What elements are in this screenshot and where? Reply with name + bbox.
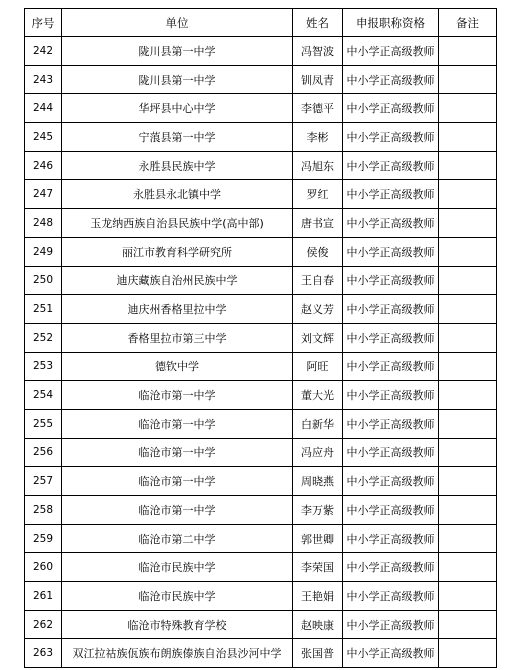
table-row xyxy=(25,639,497,668)
cell-index: 253 xyxy=(25,352,62,381)
table-row xyxy=(25,237,497,266)
cell-title: 中小学正高级教师 xyxy=(343,237,439,266)
cell-unit: 陇川县第一中学 xyxy=(62,65,293,94)
cell-unit: 临沧市特殊教育学校 xyxy=(62,610,293,639)
table-row xyxy=(25,180,497,209)
cell-title: 中小学正高级教师 xyxy=(343,295,439,324)
table-row xyxy=(25,553,497,582)
cell-title: 中小学正高级教师 xyxy=(343,496,439,525)
cell-name: 李德平 xyxy=(293,94,343,123)
cell-unit: 临沧市民族中学 xyxy=(62,553,293,582)
cell-index: 244 xyxy=(25,94,62,123)
cell-unit: 华坪县中心中学 xyxy=(62,94,293,123)
cell-title: 中小学正高级教师 xyxy=(343,524,439,553)
cell-index: 263 xyxy=(25,639,62,668)
header-index: 序号 xyxy=(25,9,62,37)
cell-title: 中小学正高级教师 xyxy=(343,610,439,639)
cell-title: 中小学正高级教师 xyxy=(343,639,439,668)
table-row xyxy=(25,123,497,152)
cell-title: 中小学正高级教师 xyxy=(343,37,439,66)
cell-name: 赵映康 xyxy=(293,610,343,639)
cell-index: 257 xyxy=(25,467,62,496)
cell-index: 247 xyxy=(25,180,62,209)
cell-remarks xyxy=(439,553,497,582)
roster-table xyxy=(24,8,497,668)
cell-remarks xyxy=(439,409,497,438)
table-row xyxy=(25,37,497,66)
cell-unit: 香格里拉市第三中学 xyxy=(62,323,293,352)
cell-index: 254 xyxy=(25,381,62,410)
cell-unit: 临沧市第一中学 xyxy=(62,381,293,410)
cell-remarks xyxy=(439,582,497,611)
cell-title: 中小学正高级教师 xyxy=(343,553,439,582)
cell-remarks xyxy=(439,237,497,266)
cell-title: 中小学正高级教师 xyxy=(343,381,439,410)
cell-remarks xyxy=(439,123,497,152)
cell-name: 周晓燕 xyxy=(293,467,343,496)
cell-title: 中小学正高级教师 xyxy=(343,582,439,611)
cell-index: 246 xyxy=(25,151,62,180)
cell-unit: 玉龙纳西族自治县民族中学(高中部) xyxy=(62,209,293,238)
table-row xyxy=(25,582,497,611)
cell-unit: 临沧市第一中学 xyxy=(62,467,293,496)
table-row xyxy=(25,524,497,553)
table-row xyxy=(25,496,497,525)
cell-name: 王艳娟 xyxy=(293,582,343,611)
cell-title: 中小学正高级教师 xyxy=(343,209,439,238)
cell-title: 中小学正高级教师 xyxy=(343,151,439,180)
cell-title: 中小学正高级教师 xyxy=(343,266,439,295)
cell-index: 249 xyxy=(25,237,62,266)
cell-name: 李万紫 xyxy=(293,496,343,525)
cell-remarks xyxy=(439,639,497,668)
header-title: 申报职称资格 xyxy=(343,9,439,37)
cell-name: 王自春 xyxy=(293,266,343,295)
cell-name: 冯旭东 xyxy=(293,151,343,180)
header-name: 姓名 xyxy=(293,9,343,37)
cell-unit: 德钦中学 xyxy=(62,352,293,381)
header-row xyxy=(25,9,497,37)
cell-title: 中小学正高级教师 xyxy=(343,123,439,152)
header-remarks: 备注 xyxy=(439,9,497,37)
cell-remarks xyxy=(439,352,497,381)
cell-remarks xyxy=(439,467,497,496)
cell-remarks xyxy=(439,180,497,209)
cell-title: 中小学正高级教师 xyxy=(343,180,439,209)
cell-remarks xyxy=(439,65,497,94)
cell-index: 258 xyxy=(25,496,62,525)
cell-title: 中小学正高级教师 xyxy=(343,65,439,94)
table-row xyxy=(25,323,497,352)
cell-index: 259 xyxy=(25,524,62,553)
cell-name: 白新华 xyxy=(293,409,343,438)
table-row xyxy=(25,467,497,496)
table-row xyxy=(25,209,497,238)
cell-title: 中小学正高级教师 xyxy=(343,467,439,496)
cell-title: 中小学正高级教师 xyxy=(343,438,439,467)
cell-unit: 宁蒗县第一中学 xyxy=(62,123,293,152)
cell-index: 242 xyxy=(25,37,62,66)
cell-remarks xyxy=(439,496,497,525)
cell-unit: 迪庆州香格里拉中学 xyxy=(62,295,293,324)
cell-index: 245 xyxy=(25,123,62,152)
table-row xyxy=(25,65,497,94)
cell-index: 248 xyxy=(25,209,62,238)
cell-unit: 永胜县永北镇中学 xyxy=(62,180,293,209)
cell-name: 侯俊 xyxy=(293,237,343,266)
cell-index: 252 xyxy=(25,323,62,352)
cell-remarks xyxy=(439,209,497,238)
cell-index: 261 xyxy=(25,582,62,611)
cell-index: 243 xyxy=(25,65,62,94)
cell-remarks xyxy=(439,438,497,467)
cell-name: 阿旺 xyxy=(293,352,343,381)
cell-name: 张国普 xyxy=(293,639,343,668)
cell-name: 刘文辉 xyxy=(293,323,343,352)
cell-unit: 临沧市第一中学 xyxy=(62,409,293,438)
table-row xyxy=(25,352,497,381)
cell-name: 唐书宣 xyxy=(293,209,343,238)
cell-name: 赵义芳 xyxy=(293,295,343,324)
cell-title: 中小学正高级教师 xyxy=(343,94,439,123)
cell-name: 董大光 xyxy=(293,381,343,410)
cell-name: 李彬 xyxy=(293,123,343,152)
cell-index: 260 xyxy=(25,553,62,582)
table-row xyxy=(25,295,497,324)
cell-unit: 陇川县第一中学 xyxy=(62,37,293,66)
cell-name: 冯应舟 xyxy=(293,438,343,467)
cell-title: 中小学正高级教师 xyxy=(343,352,439,381)
cell-unit: 临沧市第二中学 xyxy=(62,524,293,553)
cell-remarks xyxy=(439,295,497,324)
cell-name: 罗红 xyxy=(293,180,343,209)
cell-index: 262 xyxy=(25,610,62,639)
cell-remarks xyxy=(439,610,497,639)
cell-title: 中小学正高级教师 xyxy=(343,409,439,438)
cell-index: 251 xyxy=(25,295,62,324)
table-row xyxy=(25,151,497,180)
cell-unit: 永胜县民族中学 xyxy=(62,151,293,180)
cell-unit: 丽江市教育科学研究所 xyxy=(62,237,293,266)
cell-name: 李荣国 xyxy=(293,553,343,582)
table-body xyxy=(25,37,497,668)
cell-remarks xyxy=(439,381,497,410)
table-row xyxy=(25,409,497,438)
table-row xyxy=(25,610,497,639)
header-unit: 单位 xyxy=(62,9,293,37)
cell-name: 冯智波 xyxy=(293,37,343,66)
cell-index: 256 xyxy=(25,438,62,467)
table-row xyxy=(25,438,497,467)
cell-index: 255 xyxy=(25,409,62,438)
cell-remarks xyxy=(439,37,497,66)
table-row xyxy=(25,266,497,295)
table-row xyxy=(25,381,497,410)
cell-unit: 临沧市第一中学 xyxy=(62,438,293,467)
cell-remarks xyxy=(439,323,497,352)
cell-remarks xyxy=(439,266,497,295)
cell-unit: 迪庆藏族自治州民族中学 xyxy=(62,266,293,295)
cell-remarks xyxy=(439,524,497,553)
cell-remarks xyxy=(439,94,497,123)
cell-name: 钏凤青 xyxy=(293,65,343,94)
table-header xyxy=(25,9,497,37)
cell-index: 250 xyxy=(25,266,62,295)
cell-title: 中小学正高级教师 xyxy=(343,323,439,352)
cell-remarks xyxy=(439,151,497,180)
cell-unit: 双江拉祜族佤族布朗族傣族自治县沙河中学 xyxy=(62,639,293,668)
cell-unit: 临沧市第一中学 xyxy=(62,496,293,525)
table-row xyxy=(25,94,497,123)
cell-name: 郭世卿 xyxy=(293,524,343,553)
cell-unit: 临沧市民族中学 xyxy=(62,582,293,611)
